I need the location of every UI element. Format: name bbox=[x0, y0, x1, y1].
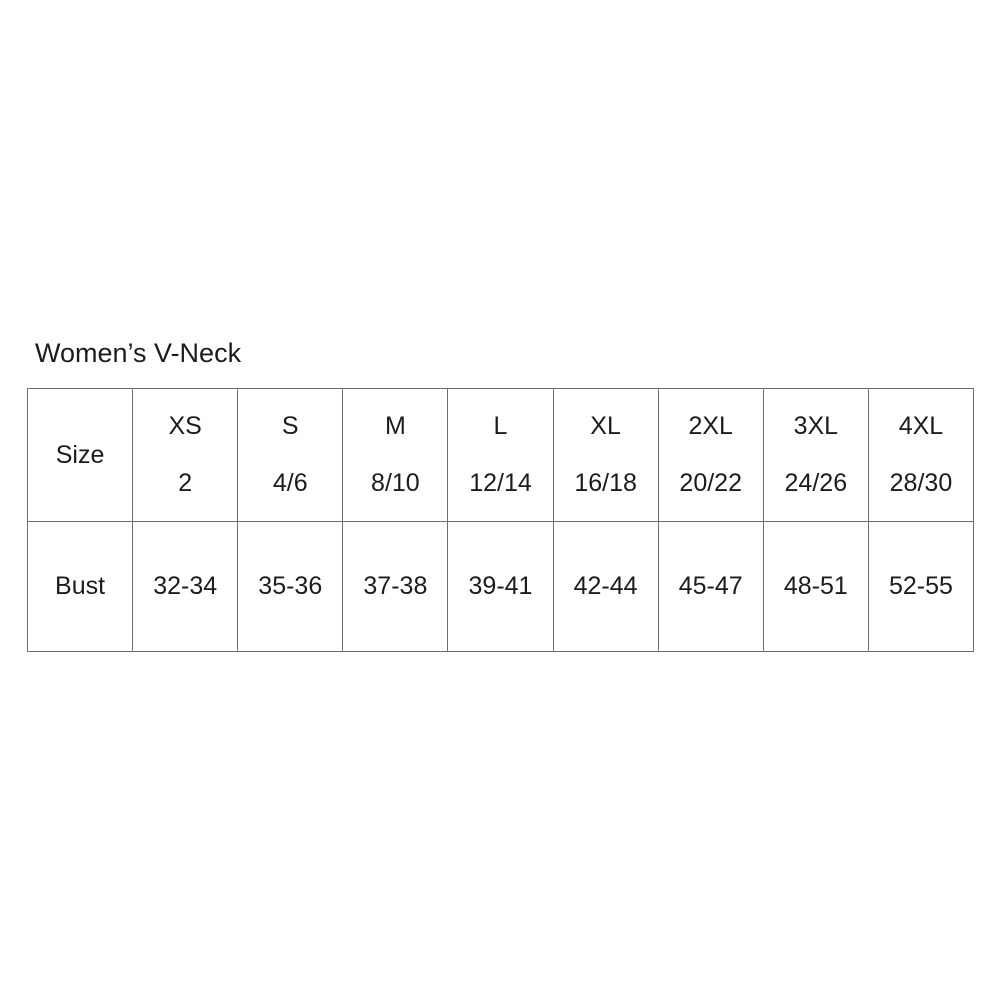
size-label: XS bbox=[168, 412, 202, 440]
size-label: M bbox=[384, 412, 406, 440]
page-title: Women’s V-Neck bbox=[35, 338, 242, 368]
size-header-cell bbox=[133, 389, 238, 522]
bust-value-cell: 37-38 bbox=[343, 522, 448, 652]
size-label: 2XL bbox=[688, 412, 733, 440]
size-header-row bbox=[28, 389, 974, 522]
size-numeric: 24/26 bbox=[784, 469, 848, 497]
size-numeric: 8/10 bbox=[371, 469, 420, 497]
size-row-label: Size bbox=[28, 389, 133, 522]
bust-value-cell: 42-44 bbox=[553, 522, 658, 652]
size-header-cell bbox=[868, 389, 973, 522]
size-numeric: 2 bbox=[178, 469, 193, 497]
size-label: S bbox=[281, 412, 299, 440]
size-label: L bbox=[493, 412, 508, 440]
bust-row bbox=[28, 522, 974, 652]
size-label: 3XL bbox=[793, 412, 839, 440]
size-numeric: 12/14 bbox=[469, 469, 532, 497]
size-numeric: 20/22 bbox=[679, 469, 742, 497]
bust-value-cell: 48-51 bbox=[763, 522, 868, 652]
bust-value-cell: 35-36 bbox=[238, 522, 343, 652]
size-header-cell bbox=[763, 389, 868, 522]
bust-value-cell: 32-34 bbox=[133, 522, 238, 652]
bust-value-cell: 45-47 bbox=[658, 522, 763, 652]
bust-value-cell: 39-41 bbox=[448, 522, 553, 652]
size-chart-table bbox=[27, 388, 974, 652]
size-label: 4XL bbox=[898, 412, 944, 440]
size-numeric: 16/18 bbox=[574, 469, 637, 497]
size-header-cell bbox=[448, 389, 553, 522]
size-header-cell bbox=[238, 389, 343, 522]
bust-row-label: Bust bbox=[28, 522, 133, 652]
size-header-cell bbox=[658, 389, 763, 522]
size-header-cell bbox=[343, 389, 448, 522]
size-label: XL bbox=[590, 412, 621, 440]
size-numeric: 4/6 bbox=[272, 469, 308, 497]
size-header-cell bbox=[553, 389, 658, 522]
bust-value-cell: 52-55 bbox=[868, 522, 973, 652]
size-numeric: 28/30 bbox=[889, 469, 953, 497]
